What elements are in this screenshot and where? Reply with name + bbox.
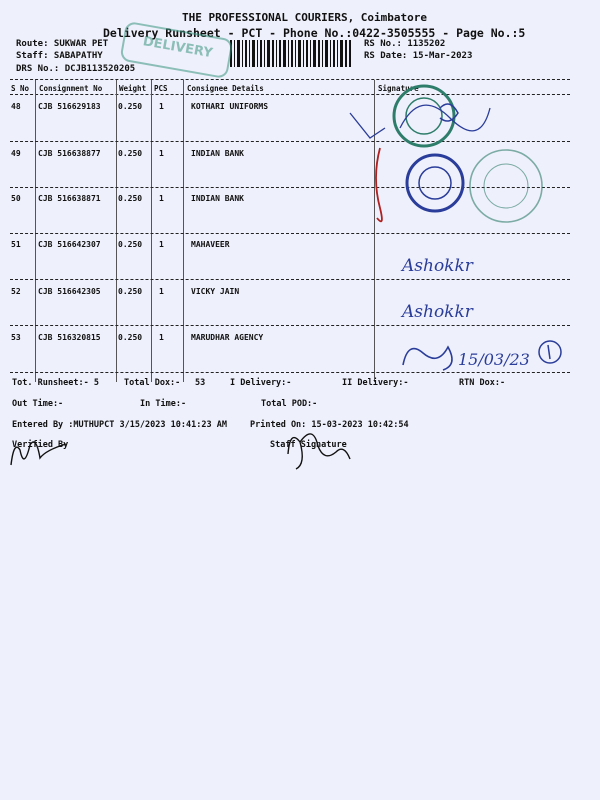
col-pcs: PCS (154, 84, 168, 93)
route-label: Route: SUKWAR PET (16, 39, 109, 49)
row-consignee: KOTHARI UNIFORMS (191, 102, 269, 111)
delivery-stamp-text: DELIVERY (141, 34, 214, 62)
col-divider (374, 80, 375, 382)
row-consignee: INDIAN BANK (191, 194, 244, 203)
total-runsheet: Tot. Runsheet:- 5 (12, 378, 99, 388)
row-pcs: 1 (159, 149, 164, 158)
col-divider (35, 80, 36, 382)
staff-label: Staff: SABAPATHY (16, 51, 103, 61)
row-sno: 48 (11, 102, 21, 111)
col-sno: S No (11, 84, 30, 93)
in-time-label: In Time:- (140, 399, 187, 409)
rs-no-label: RS No.: 1135202 (364, 39, 446, 49)
total-pod-label: Total POD:- (261, 399, 318, 409)
out-time-label: Out Time:- (12, 399, 64, 409)
row-consignment: CJB 516638871 (38, 194, 101, 203)
row-consignment: CJB 516629183 (38, 102, 101, 111)
row-weight: 0.250 (118, 102, 143, 111)
row-consignee: INDIAN BANK (191, 149, 244, 158)
col-divider (183, 80, 184, 382)
row-pcs: 1 (159, 287, 164, 296)
row-pcs: 1 (159, 102, 164, 111)
barcode (230, 40, 352, 67)
row-weight: 0.250 (118, 194, 143, 203)
col-consignee: Consignee Details (187, 84, 264, 93)
row-pcs: 1 (159, 333, 164, 342)
signature-scribble-icon (398, 335, 570, 380)
row-sno: 49 (11, 149, 21, 158)
company-title: THE PROFESSIONAL COURIERS, Coimbatore (182, 11, 428, 24)
row-pcs: 1 (159, 194, 164, 203)
row-consignee: VICKY JAIN (191, 287, 240, 296)
row-consignment: CJB 516642307 (38, 240, 101, 249)
total-dox-value: 53 (195, 378, 206, 388)
row-consignment: CJB 516320815 (38, 333, 101, 342)
col-weight: Weight (119, 84, 147, 93)
signature-row53: 15/03/23 (458, 350, 530, 369)
ii-delivery-label: II Delivery:- (342, 378, 409, 388)
row-weight: 0.250 (118, 287, 143, 296)
row-weight: 0.250 (118, 333, 143, 342)
entered-by: Entered By :MUTHUPCT 3/15/2023 10:41:23 AM (12, 420, 227, 430)
staff-signature-label: Staff Signature (270, 440, 347, 450)
round-stamps-icon (380, 68, 580, 238)
rs-date-label: RS Date: 15-Mar-2023 (364, 51, 473, 61)
row-divider (10, 279, 570, 280)
row-consignment: CJB 516642305 (38, 287, 101, 296)
staff-signature-icon (278, 424, 358, 474)
col-divider (116, 80, 117, 382)
signature-row51: Ashokkr (402, 256, 473, 276)
barcode-icon (230, 40, 352, 67)
signature-row52: Ashokkr (402, 302, 473, 322)
rtn-dox-label: RTN Dox:- (459, 378, 506, 388)
col-signature: Signature (378, 84, 419, 93)
row-consignee: MARUDHAR AGENCY (191, 333, 264, 342)
verified-by-label: Verified By (12, 440, 69, 450)
col-divider (151, 80, 152, 382)
row-pcs: 1 (159, 240, 164, 249)
row-sno: 51 (11, 240, 21, 249)
row-weight: 0.250 (118, 240, 143, 249)
col-consignment: Consignment No (39, 84, 103, 93)
printed-on: Printed On: 15-03-2023 10:42:54 (250, 420, 409, 430)
row-divider (10, 325, 570, 326)
row-consignee: MAHAVEER (191, 240, 230, 249)
row-sno: 53 (11, 333, 21, 342)
runsheet-subtitle: Delivery Runsheet - PCT - Phone No.:0422-3505555 - Page No.:5 (103, 26, 526, 40)
i-delivery-label: I Delivery:- (230, 378, 292, 388)
row-sno: 52 (11, 287, 21, 296)
row-sno: 50 (11, 194, 21, 203)
drs-label: DRS No.: DCJB113520205 (16, 64, 136, 74)
verified-signature-icon (6, 430, 76, 475)
total-dox-label: Total Dox:- (124, 378, 181, 388)
row-consignment: CJB 516638877 (38, 149, 101, 158)
row-weight: 0.250 (118, 149, 143, 158)
